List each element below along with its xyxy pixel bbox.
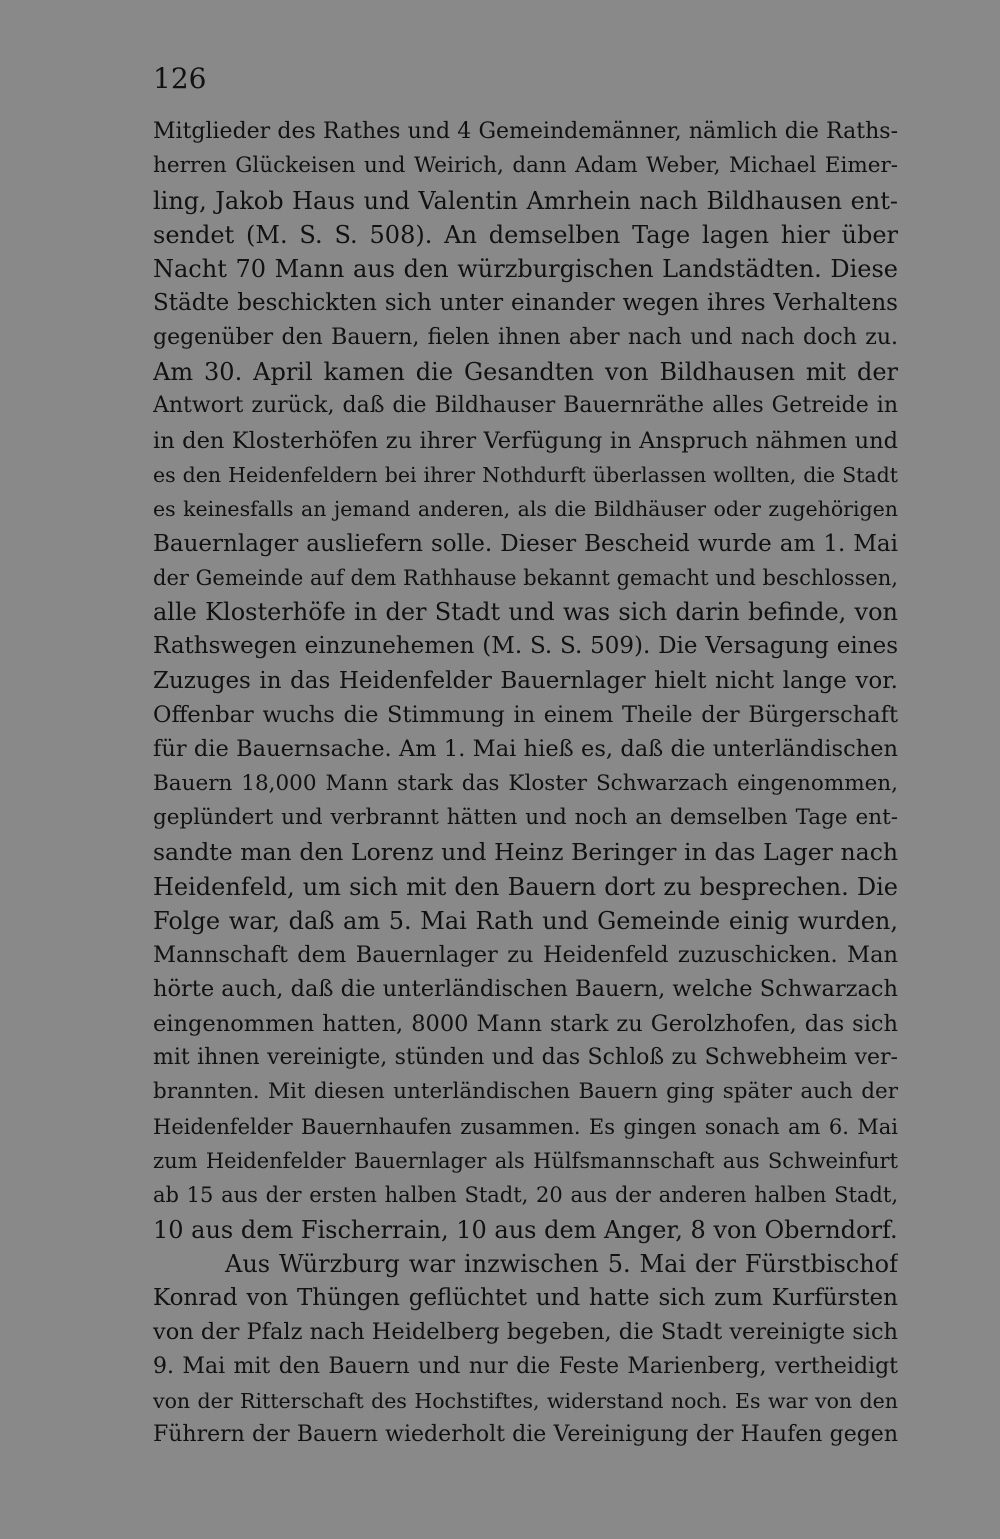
text-line: Folge war, daß am 5. Mai Rath und Gemeinde einig wurden, xyxy=(153,906,898,935)
text-line: gegenüber den Bauern, fielen ihnen aber nach und nach doch zu. xyxy=(153,324,898,350)
text-line: Bauern 18,000 Mann stark das Kloster Schwarzach eingenommen, xyxy=(153,770,898,796)
text-line: ab 15 aus der ersten halben Stadt, 20 aus der anderen halben Stadt, xyxy=(153,1183,898,1208)
text-line: Heidenfeld, um sich mit den Bauern dort zu besprechen. Die xyxy=(153,872,898,901)
text-line: herren Glückeisen und Weirich, dann Adam Weber, Michael Eimer- xyxy=(153,153,898,179)
text-line: Heidenfelder Bauernhaufen zusammen. Es gingen sonach am 6. Mai xyxy=(153,1114,898,1139)
text-line: ling, Jakob Haus und Valentin Amrhein nach Bildhausen ent- xyxy=(153,186,898,215)
text-line: Aus Würzburg war inzwischen 5. Mai der Fürstbischof xyxy=(225,1249,898,1278)
text-line: 10 aus dem Fischerrain, 10 aus dem Anger, 8 von Oberndorf. xyxy=(153,1215,898,1244)
text-line: Mannschaft dem Bauernlager zu Heidenfeld zuzuschicken. Man xyxy=(153,942,898,969)
text-line: Zuzuges in das Heidenfelder Bauernlager hielt nicht lange vor. xyxy=(153,667,898,694)
text-line: Mitglieder des Rathes und 4 Gemeindemänner, nämlich die Raths- xyxy=(153,119,898,144)
text-line: in den Klosterhöfen zu ihrer Verfügung in Anspruch nähmen und xyxy=(153,427,898,454)
text-line: für die Bauernsache. Am 1. Mai hieß es, daß die unterländischen xyxy=(153,736,898,763)
text-line: Konrad von Thüngen geflüchtet und hatte sich zum Kurfürsten xyxy=(153,1285,898,1312)
text-line: von der Pfalz nach Heidelberg begeben, die Stadt vereinigte sich xyxy=(153,1319,898,1346)
text-line: Nacht 70 Mann aus den würzburgischen Landstädten. Diese xyxy=(153,255,898,284)
text-line: Antwort zurück, daß die Bildhauser Bauernräthe alles Getreide in xyxy=(153,393,898,419)
text-line: hörte auch, daß die unterländischen Bauern, welche Schwarzach xyxy=(153,976,898,1003)
text-line: von der Ritterschaft des Hochstiftes, widerstand noch. Es war von den xyxy=(153,1388,898,1413)
text-line: es keinesfalls an jemand anderen, als die Bildhäuser oder zugehörigen xyxy=(153,497,898,522)
text-line: sendet (M. S. S. 508). An demselben Tage lagen hier über xyxy=(153,220,898,249)
text-line: Am 30. April kamen die Gesandten von Bildhausen mit der xyxy=(153,358,898,387)
text-line: Führern der Bauern wiederholt die Vereinigung der Haufen gegen xyxy=(153,1422,898,1448)
text-line: Rathswegen einzunehemen (M. S. S. 509). Die Versagung eines xyxy=(153,633,898,660)
page-number: 126 xyxy=(153,62,207,95)
body-text xyxy=(153,115,898,1453)
text-line: zum Heidenfelder Bauernlager als Hülfsmannschaft aus Schweinfurt xyxy=(153,1148,898,1173)
text-line: 9. Mai mit den Bauern und nur die Feste Marienberg, vertheidigt xyxy=(153,1353,898,1379)
text-line: brannten. Mit diesen unterländischen Bauern ging später auch der xyxy=(153,1079,898,1105)
text-line: sandte man den Lorenz und Heinz Beringer in das Lager nach xyxy=(153,838,898,867)
text-line: es den Heidenfeldern bei ihrer Nothdurft überlassen wollten, die Stadt xyxy=(153,462,898,487)
text-line: Städte beschickten sich unter einander wegen ihres Verhaltens xyxy=(153,290,898,317)
text-line: alle Klosterhöfe in der Stadt und was sich darin befinde, von xyxy=(153,598,898,627)
text-line: mit ihnen vereinigte, stünden und das Schloß zu Schwebheim ver- xyxy=(153,1045,898,1071)
text-line: Bauernlager ausliefern solle. Dieser Bescheid wurde am 1. Mai xyxy=(153,530,898,557)
text-line: eingenommen hatten, 8000 Mann stark zu Gerolzhofen, das sich xyxy=(153,1010,898,1037)
text-line: der Gemeinde auf dem Rathhause bekannt gemacht und beschlossen, xyxy=(153,565,898,590)
text-line: Offenbar wuchs die Stimmung in einem Theile der Bürgerschaft xyxy=(153,702,898,729)
text-line: geplündert und verbrannt hätten und noch an demselben Tage ent- xyxy=(153,804,898,830)
